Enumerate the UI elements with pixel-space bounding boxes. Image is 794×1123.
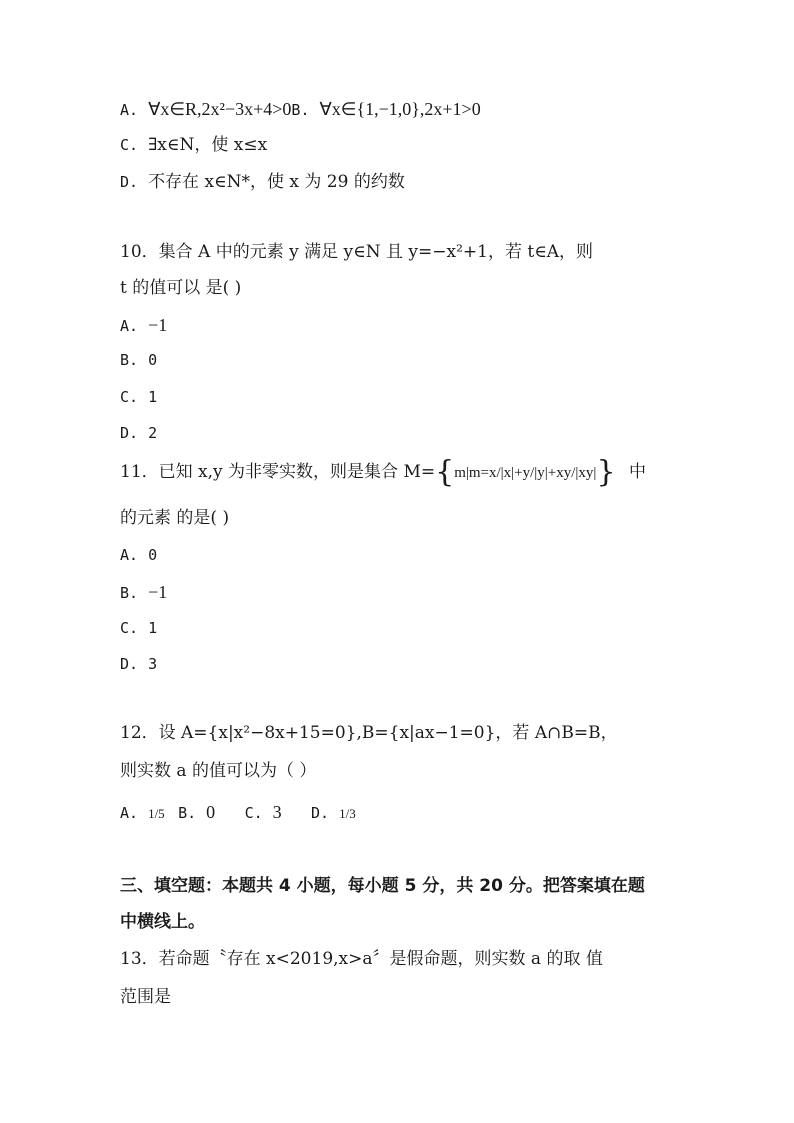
q9-option-d [120,170,405,194]
q12-stem-line1: 12．设 A={x|x²−8x+15=0},B={x|ax−1=0}，若 A∩B=B， [120,723,618,743]
q11-stem-line1 [120,454,646,490]
q12-option-a-label: A. [120,804,139,822]
q11-stem-line2: 的元素 的是( ) [120,508,230,528]
q12-option-d-label: D. [311,804,330,822]
q11-option-a [120,543,167,567]
q11-option-b [120,580,167,605]
q10-option-d-text: 2 [148,424,158,442]
q12-option-a-text: 1/5 [148,806,165,821]
q12-options [120,800,356,826]
q10-option-c [120,385,167,409]
q12-option-b-text: 0 [206,802,216,822]
q10-option-d-label: D. [120,424,139,442]
q10-option-b-label: B. [120,351,139,369]
q9-option-a-text: ∀x∈R,2x²−3x+4>0 [148,99,292,119]
q10-option-a-label: A. [120,317,139,335]
q10-option-d [120,421,167,445]
q9-option-b-text: ∀x∈{1,−1,0},2x+1>0 [319,99,481,119]
q11-set-text: m|m=x/|x|+y/|y|+xy/|xy| [454,465,597,481]
section3-heading-line2: 中横线上。 [120,912,205,932]
q12-option-c-label: C. [244,804,263,822]
q11-option-c [120,616,167,640]
q10-option-a [120,313,167,338]
q11-option-a-text: 0 [148,546,158,564]
q11-stem-prefix: 11．已知 x,y 为非零实数，则是集合 M= [120,462,436,482]
q9-option-c-label: C. [120,136,139,154]
q11-option-c-text: 1 [148,619,158,637]
q9-option-c-text: ∃x∈N，使 x≤x [148,135,268,155]
q9-option-c [120,133,267,157]
q11-option-d-text: 3 [148,655,158,673]
q11-option-d [120,652,167,676]
q11-right-brace: } [596,454,616,490]
q11-left-brace: { [435,454,455,490]
q11-option-b-text: −1 [148,582,168,602]
section3-heading-line1: 三、填空题：本题共 4 小题，每小题 5 分，共 20 分。把答案填在题 [120,876,645,896]
q12-stem-line2: 则实数 a 的值可以为（ ） [120,761,317,781]
q11-option-c-label: C. [120,619,139,637]
q9-option-a-b [120,97,481,122]
q11-option-b-label: B. [120,584,139,602]
q10-option-c-text: 1 [148,388,158,406]
q10-option-b-text: 0 [148,351,158,369]
q10-option-a-text: −1 [148,315,168,335]
q12-option-d-text: 1/3 [339,806,356,821]
q13-line2: 范围是 [120,987,171,1007]
q10-stem-line1: 10．集合 A 中的元素 y 满足 y∈N 且 y=−x²+1，若 t∈A，则 [120,242,594,262]
q11-option-d-label: D. [120,655,139,673]
q9-option-b-label: B. [291,101,310,119]
q10-stem-line2: t 的值可以 是( ) [120,278,242,298]
q11-option-a-label: A. [120,546,139,564]
q12-option-b-label: B. [178,804,197,822]
q12-option-c-text: 3 [272,802,282,822]
q10-option-b [120,348,167,372]
q9-option-d-label: D. [120,173,139,191]
q10-option-c-label: C. [120,388,139,406]
q11-stem-suffix: 中 [628,462,646,482]
q13-line1: 13．若命题〝存在 x<2019,x>a〞是假命题，则实数 a 的取 值 [120,949,603,969]
q9-option-d-text: 不存在 x∈N*，使 x 为 29 的约数 [148,172,405,192]
q9-option-a-label: A. [120,101,139,119]
